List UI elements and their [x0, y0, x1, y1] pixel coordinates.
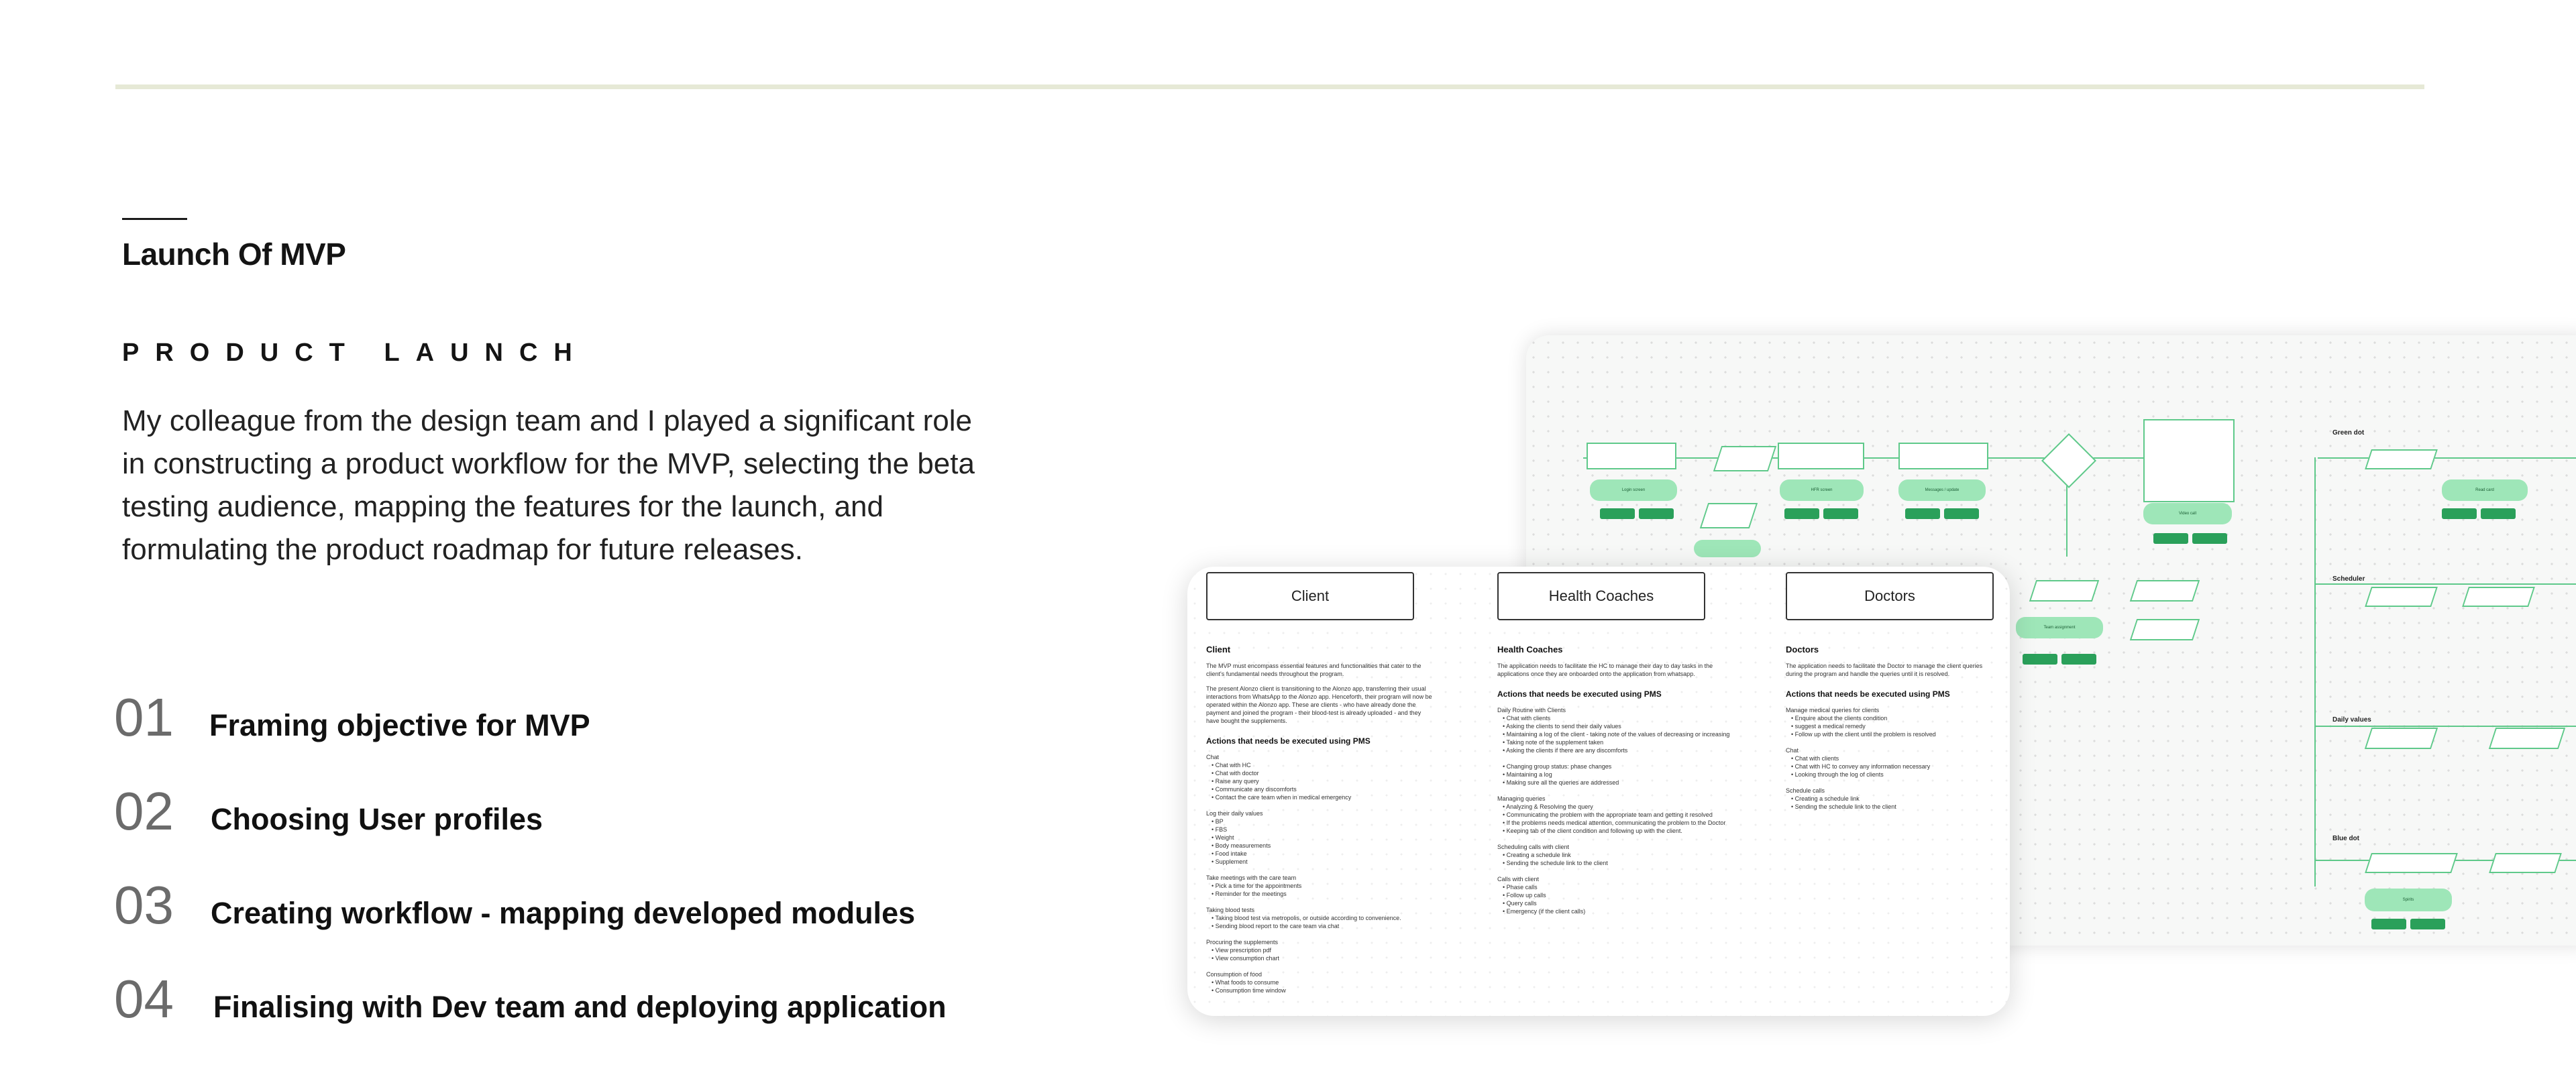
group-list [1497, 851, 1739, 867]
list-item: • Follow up with the client until the problem is resolved [1791, 731, 1936, 738]
lane-label: Green dot [2332, 429, 2365, 437]
top-divider [115, 84, 2424, 89]
title-accent-rule [122, 218, 187, 220]
group-list [1206, 761, 1434, 801]
flow-step [2365, 449, 2438, 469]
flow-step [2462, 587, 2535, 607]
flow-node: Team assignment [2016, 617, 2103, 638]
column-intro: The present Alonzo client is transitioning to the Alonzo app, transferring their usual interactions from WhatsApp to the Alonzo app. Henceforth, their program will now be operated within the Alonzo app. These are clients - who have already done the payment and joined the program - their blood-test is already uploaded - and they have bought the supplements. [1206, 685, 1432, 724]
list-item: • Maintaining a log [1503, 771, 1552, 778]
flow-step [2365, 587, 2438, 607]
column-intro: The MVP must encompass essential features and functionalities that cater to the client's fundamental needs throughout the program. [1206, 663, 1421, 677]
list-item: • Creating a schedule link [1791, 795, 1860, 802]
list-item: • Creating a schedule link [1503, 852, 1571, 858]
flow-step [2029, 580, 2099, 602]
list-item: • Sending the schedule link to the client [1791, 803, 1896, 810]
step-item [114, 781, 543, 842]
group-title: Taking blood tests [1206, 907, 1255, 913]
decision-node [2041, 433, 2096, 488]
assigned-tag [2061, 654, 2096, 665]
list-item: • FBS [1212, 826, 1228, 833]
group-title: Scheduling calls with client [1497, 844, 1570, 850]
lane-label: Daily values [2332, 716, 2371, 724]
list-item: • Sending the schedule link to the client [1503, 860, 1608, 866]
list-item: • Changing group status: phase changes [1503, 763, 1612, 770]
actions-heading: Actions that needs be executed using PMS [1786, 689, 1950, 699]
list-item: • Pick a time for the appointments [1212, 883, 1302, 889]
step-label: Finalising with Dev team and deploying application [213, 990, 947, 1024]
flow-connector [2314, 583, 2576, 585]
group-title: Calls with client [1497, 876, 1540, 883]
developed-tag [1600, 508, 1635, 519]
column-header-doctors: Doctors [1786, 572, 1994, 620]
list-item: • Follow up calls [1503, 892, 1546, 899]
step-number: 02 [114, 781, 174, 841]
list-item: • Chat with HC to convey any information necessary [1791, 763, 1931, 770]
developed-tag [2023, 654, 2057, 665]
flow-step [1898, 443, 1988, 469]
list-item: • Taking note of the supplement taken [1503, 739, 1604, 746]
flow-step [2365, 728, 2438, 749]
list-item: • Contact the care team when in medical emergency [1212, 794, 1352, 801]
list-item: • Keeping tab of the client condition and following up with the client. [1503, 828, 1682, 834]
assigned-tag [1639, 508, 1674, 519]
flow-step [2365, 853, 2458, 873]
list-item: • Chat with clients [1791, 755, 1839, 762]
step-item [114, 874, 915, 936]
group-title: Chat [1206, 754, 1220, 760]
list-item: • Chat with clients [1503, 715, 1551, 722]
list-item: • Phase calls [1503, 884, 1538, 891]
step-number: 03 [114, 875, 174, 935]
list-item: • Chat with doctor [1212, 770, 1259, 777]
group-list [1497, 883, 1739, 915]
flow-node: Read card [2442, 479, 2528, 501]
group-list [1786, 754, 2000, 779]
column-title: Doctors [1786, 644, 1819, 655]
flow-step [1587, 443, 1676, 469]
group-list [1497, 762, 1739, 787]
group-list [1206, 946, 1434, 962]
list-item: • Making sure all the queries are addressed [1503, 779, 1619, 786]
group-list [1786, 714, 2000, 738]
list-item: • Asking the clients to send their daily values [1503, 723, 1621, 730]
list-item: • Food intake [1212, 850, 1247, 857]
flow-note [2143, 419, 2235, 502]
developed-tag [2442, 508, 2477, 519]
flow-step [1713, 446, 1776, 471]
list-item: • What foods to consume [1212, 979, 1279, 986]
flow-node: HFR screen [1780, 479, 1864, 501]
list-item: • Looking through the log of clients [1791, 771, 1884, 778]
step-item [114, 687, 590, 748]
step-label: Choosing User profiles [211, 802, 543, 836]
flow-connector [2314, 726, 2576, 727]
column-intro: The application needs to facilitate the HC to manage their day to day tasks in the applications once they are onboarded onto the application from whatsapp. [1497, 663, 1713, 677]
developed-tag [2153, 533, 2188, 544]
list-item: • Taking blood test via metropolis, or outside according to convenience. [1212, 915, 1401, 921]
group-list [1497, 803, 1739, 835]
step-item [114, 968, 947, 1030]
group-title: Log their daily values [1206, 810, 1263, 817]
group-list [1786, 795, 2000, 811]
flow-node: Video call [2143, 503, 2232, 524]
list-item: • Weight [1212, 834, 1234, 841]
page-title: Launch Of MVP [122, 237, 346, 272]
assigned-tag [2192, 533, 2227, 544]
developed-tag [1784, 508, 1819, 519]
flow-step [1778, 443, 1864, 469]
group-list [1206, 914, 1434, 930]
list-item: • Sending blood report to the care team via chat [1212, 923, 1340, 929]
group-list [1206, 978, 1434, 994]
list-item: • If the problems needs medical attention, communicating the problem to the Doctor [1503, 819, 1726, 826]
group-title: Procuring the supplements [1206, 939, 1279, 946]
list-item: • View prescription pdf [1212, 947, 1272, 954]
section-description: My colleague from the design team and I played a significant role in constructing a product workflow for the MVP, selecting the beta testing audience, mapping the features for the launch, and formulating the product roadmap for future releases. [122, 404, 975, 566]
flow-step [1700, 503, 1758, 528]
client-column [1206, 646, 1434, 1003]
flow-node [1694, 540, 1761, 557]
group-list [1497, 714, 1739, 754]
flow-connector [2314, 457, 2316, 887]
group-list [1206, 817, 1434, 866]
list-item: • Supplement [1212, 858, 1248, 865]
lane-label: Blue dot [2332, 835, 2359, 842]
group-title: Schedule calls [1786, 787, 1825, 794]
list-item: • Query calls [1503, 900, 1537, 907]
step-number: 04 [114, 969, 174, 1029]
list-item: • Analyzing & Resolving the query [1503, 803, 1593, 810]
flow-step [2489, 728, 2565, 749]
list-item: • Communicating the problem with the appropriate team and getting it resolved [1503, 811, 1713, 818]
group-title: Daily Routine with Clients [1497, 707, 1566, 714]
step-number: 01 [114, 687, 174, 747]
list-item: • suggest a medical remedy [1791, 723, 1866, 730]
actions-heading: Actions that needs be executed using PMS [1497, 689, 1662, 699]
list-item: • Emergency (if the client calls) [1503, 908, 1586, 915]
flow-node: Login screen [1590, 479, 1677, 501]
doctors-column [1786, 646, 2000, 819]
group-title: Take meetings with the care team [1206, 874, 1297, 881]
group-title: Consumption of food [1206, 971, 1263, 978]
step-label: Creating workflow - mapping developed modules [211, 896, 916, 930]
column-header-client: Client [1206, 572, 1414, 620]
column-header-health-coaches: Health Coaches [1497, 572, 1705, 620]
assigned-tag [1823, 508, 1858, 519]
developed-tag [1905, 508, 1940, 519]
group-list [1206, 882, 1434, 898]
lane-label: Scheduler [2332, 575, 2365, 583]
list-item: • View consumption chart [1212, 955, 1280, 962]
assigned-tag [1944, 508, 1979, 519]
flow-step [2489, 853, 2562, 873]
assigned-tag [2410, 919, 2445, 929]
flow-node: Messages / update [1898, 479, 1986, 501]
list-item: • Maintaining a log of the client - taking note of the values of decreasing or increasing [1503, 731, 1730, 738]
actions-heading: Actions that needs be executed using PMS [1206, 736, 1371, 746]
flow-node: Spirits [2365, 889, 2452, 911]
group-title: Manage medical queries for clients [1786, 707, 1880, 714]
section-eyebrow: PRODUCT LAUNCH [122, 339, 588, 367]
list-item: • Consumption time window [1212, 987, 1286, 994]
flow-step [2130, 619, 2200, 640]
list-item: • Asking the clients if there are any discomforts [1503, 747, 1628, 754]
list-item: • Communicate any discomforts [1212, 786, 1297, 793]
group-title: Chat [1786, 747, 1799, 754]
list-item: • Reminder for the meetings [1212, 891, 1287, 897]
developed-tag [2371, 919, 2406, 929]
column-intro: The application needs to facilitate the Doctor to manage the client queries during the program and handle the queries until it is resolved. [1786, 663, 1983, 677]
list-item: • BP [1212, 818, 1224, 825]
assigned-tag [2481, 508, 2516, 519]
list-item: • Chat with HC [1212, 762, 1251, 769]
requirements-document [1187, 567, 2010, 1016]
flow-step [2130, 580, 2200, 602]
group-title: Managing queries [1497, 795, 1546, 802]
health-coaches-column [1497, 646, 1739, 923]
step-label: Framing objective for MVP [209, 708, 590, 742]
list-item: • Body measurements [1212, 842, 1271, 849]
flow-connector [2318, 457, 2576, 459]
column-title: Health Coaches [1497, 644, 1563, 655]
column-title: Client [1206, 644, 1231, 655]
list-item: • Raise any query [1212, 778, 1259, 785]
list-item: • Enquire about the clients condition [1791, 715, 1888, 722]
